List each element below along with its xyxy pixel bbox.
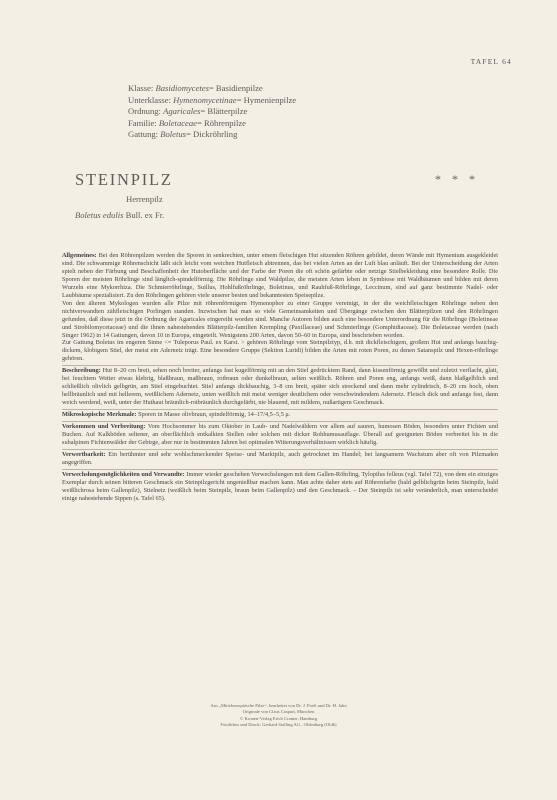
taxonomy-german: = Dickröhrling xyxy=(186,129,238,140)
section-label: Verwechslungsmöglichkeiten und Verwandte: xyxy=(62,470,185,478)
section-text: Zur Gattung Boletus im engeren Sinne <= Tuleporus Paul. ex Karst. > gehören Röhrlinge vom Steinpilztyp, d.h. mit dickfleischigem, großem Hut und anfangs bauchig-dickem, klobigem Stiel, der meist ein Adernetz trägt. Eine besondere Gruppe (Sektion Luridi) bilden die Arten mit roten Poren, zu denen Satanspilz und Hexen-röhrlinge gehören. xyxy=(62,339,498,363)
taxonomy-row-subclass xyxy=(128,95,296,107)
latin-author: Bull. ex Fr. xyxy=(125,210,165,220)
section-confusion xyxy=(62,471,498,503)
section-microscopic xyxy=(62,411,498,419)
taxonomy-row-family xyxy=(128,118,296,130)
section-text: Immer wieder geschehen Verwechslungen mit dem Gallen-Röhrling, Tylopilus felleus (vgl. Tafel 72), von dem ein einziges Exemplar durch seinen bitteren Geschmack ein Steinpilzgericht ungenießbar machen kann. Man achte daher stets auf Röhrenfarbe (bald gelblichgrün beim Steinpilz, bald weißlichrosa beim Gallenpilz), Stielnetz (weißlich beim Steinpilz, braun beim Gallenpilz) und den Geschmack. – Der Steinpilz ist sehr veränderlich, man unterscheidet einige nahestehende Sippen (s. Tafel 65). xyxy=(62,470,499,502)
section-general xyxy=(62,252,498,300)
description-body xyxy=(62,252,498,503)
section-usability xyxy=(62,451,498,467)
taxonomy-latin: Agaricales xyxy=(163,106,201,117)
divider xyxy=(62,449,498,450)
taxonomy-german: = Röhrenpilze xyxy=(197,117,246,128)
taxonomy-rank: Ordnung: xyxy=(128,106,161,117)
section-text: Ein berühmter und sehr wohlschmeckender Speise- und Marktpilz, auch getrocknet im Handel; bei langsamem Wachstum aber oft von Pilzmaden angegriffen. xyxy=(62,450,498,466)
page-title: STEINPILZ xyxy=(75,170,173,189)
section-general-2 xyxy=(62,300,498,340)
taxonomy-block xyxy=(128,83,296,141)
taxonomy-rank: Klasse: xyxy=(128,83,154,93)
plate-number: TAFEL 64 xyxy=(470,57,512,66)
divider xyxy=(62,365,498,366)
taxonomy-latin: Basidiomycetes xyxy=(155,83,209,93)
section-text: Von den älteren Mykologen wurden alle Pilze mit röhrenförmigem Hymenophor zu einer Gruppe vereinigt, in der die weichfleischigen Röhrlinge neben den nichtverwandten zähfleischigen Porlingen standen. Inzwischen hat man so viele Gemeinsamkeiten und Übergänge zwischen den Blätterpilzen und den Röhrlingen gefunden, daß diese jetzt in die Ordnung der Agaricales eingereiht worden sind. Manche Autoren bilden auch eine besondere Unterordnung für die Röhrlinge (Boletineae und Strobilomycetaceae) und die ihnen nahestehenden Blätterpilz-familien Krempling (Paxillaceae) und Schmierlinge (Gomphidiaceae). Die Boletaceae werden (nach Singer 1962) in 14 Gattungen, davon 10 in Europa, eingeteilt. Wenigstens 200 Arten, davon 50–60 in Europa, sind beschrieben worden. xyxy=(62,299,498,339)
footer-line: Aus „Mitteleuropäische Pilze“, bearbeitet von Dr. J. Poelt und Dr. H. Jahn xyxy=(210,703,347,708)
section-text: Bei den Röhrenpilzen werden die Sporen in senkrechten, unter einem fleischigen Hut sitzenden Röhren gebildet, deren Wände mit Hymenium ausgekleidet sind. Die schwammige Röhrenschicht läßt sich leicht vom weichen Hutfleisch abtrennen, das bei vielen Arten an der Luft blau anläuft. Bei der Unterscheidung der Arten spielt neben der Färbung und Beschaffenheit der Hutoberfläche und der Farbe der Poren die oft schön gefärbte oder netzige Stielbekleidung eine besondere Rolle. Die Sporen der meisten Röhrlinge sind länglich-spindelförmig. Die Röhrlinge sind Waldpilze, die meisten Arten leben in Symbiose mit Waldbäumen und bilden mit deren Wurzeln eine Mykorrhiza. Die Schmierröhrlinge, Suillus, Hohlfußröhrlinge, Boletinus, und Rauhfuß-Röhrlinge, Leccinum, sind auf ganz bestimmte Nadel- oder Laubbäume spezialisiert. Zu den Röhrlingen gehören viele unserer besten und bekanntesten Speisepilze. xyxy=(62,252,498,299)
taxonomy-latin: Boletus xyxy=(160,129,187,140)
section-distribution xyxy=(62,423,498,447)
divider xyxy=(62,409,498,410)
section-general-3 xyxy=(62,339,498,363)
common-name: Herrenpilz xyxy=(126,194,163,204)
publisher-footer xyxy=(0,703,557,729)
taxonomy-rank: Gattung: xyxy=(128,129,159,140)
taxonomy-row-order xyxy=(128,106,296,118)
footer-line: Originale von Claus Caspari, München xyxy=(242,709,315,715)
section-text: Vom Hochsommer bis zum Oktober in Laub- und Nadelwäldern vor allem auf sauren, humosen Böden, besonders unter Fichten und Buchen. Auf Kalkböden seltener, an oberflächlich entkalkten Stellen oder solchen mit dicker Rohhumusauflage. Überall auf geeigneten Böden verbreitet bis in die subalpinen Fichtenwälder der Gebirge, aber nur in bestimmten Jahren bei optimalen Witterungsverhältnissen wirklich häufig. xyxy=(62,423,498,446)
taxonomy-rank: Familie: xyxy=(128,117,157,128)
section-label: Allgemeines: xyxy=(62,252,97,259)
rating-stars: * * * xyxy=(435,172,479,186)
taxonomy-german: = Blätterpilze xyxy=(200,106,248,117)
taxonomy-row-class xyxy=(128,83,296,95)
latin-binomial: Boletus edulis xyxy=(75,210,124,220)
divider xyxy=(62,421,498,422)
section-label: Vorkommen und Verbreitung: xyxy=(62,423,146,431)
taxonomy-latin: Hymenomycetinae xyxy=(173,94,237,105)
section-label: Verwertbarkeit: xyxy=(62,450,106,458)
section-label: Mikroskopische Merkmale: xyxy=(62,411,137,419)
divider xyxy=(62,469,498,470)
taxonomy-german: = Basidienpilze xyxy=(208,83,263,93)
footer-line: © Kronen-Verlag Erich Cramer, Hamburg xyxy=(239,715,318,721)
section-text: Sporen in Masse olivbraun, spindelförmig, 14–17/4,5–5,5 μ. xyxy=(138,411,291,419)
section-label: Beschreibung: xyxy=(62,367,101,375)
section-text: Hut 8–20 cm breit, sehen noch breiter, anfangs fast kugelförmig mit an den Stiel gedrücktem Rand, dann kissenförmig gewölbt und zuletzt verflacht, glatt, bei feuchtem Wetter etwas klebrig, blaßbraun, maßbraun, rotbraun oder dunkelbraun, selten weißlich. Röhren und Poren eng, anfangs weiß, dann blaßgelblich und schließlich olivlich gelbgrün, am Stiel eingebuchtet. Stiel anfangs dickbauchig, 3–8 cm breit, später sich streckend und dann mehr zylindrisch, 8–20 cm hoch, oben hellbräunlich und mit hellerem, weißlichem Adernetz, unten weißlich mit meist weniger deutlichem oder verschwindendem Adernetz. Fleisch dick und anfangs fest, dann weich werdend, weiß, unter der Huthaut bräunlich-rotbräunlich durchgefärbt, nie blauend, mit mildem, nußartigem Geschmack. xyxy=(62,367,498,407)
taxonomy-row-genus xyxy=(128,129,296,141)
taxonomy-latin: Boletaceae xyxy=(158,117,197,128)
taxonomy-german: = Hymenienpilze xyxy=(236,94,297,105)
latin-name xyxy=(75,210,164,220)
section-description xyxy=(62,367,498,407)
taxonomy-rank: Unterklasse: xyxy=(128,94,171,105)
footer-line: Fotolithos und Druck: Gerhard Stalling AG., Oldenburg (Oldb) xyxy=(220,722,337,728)
